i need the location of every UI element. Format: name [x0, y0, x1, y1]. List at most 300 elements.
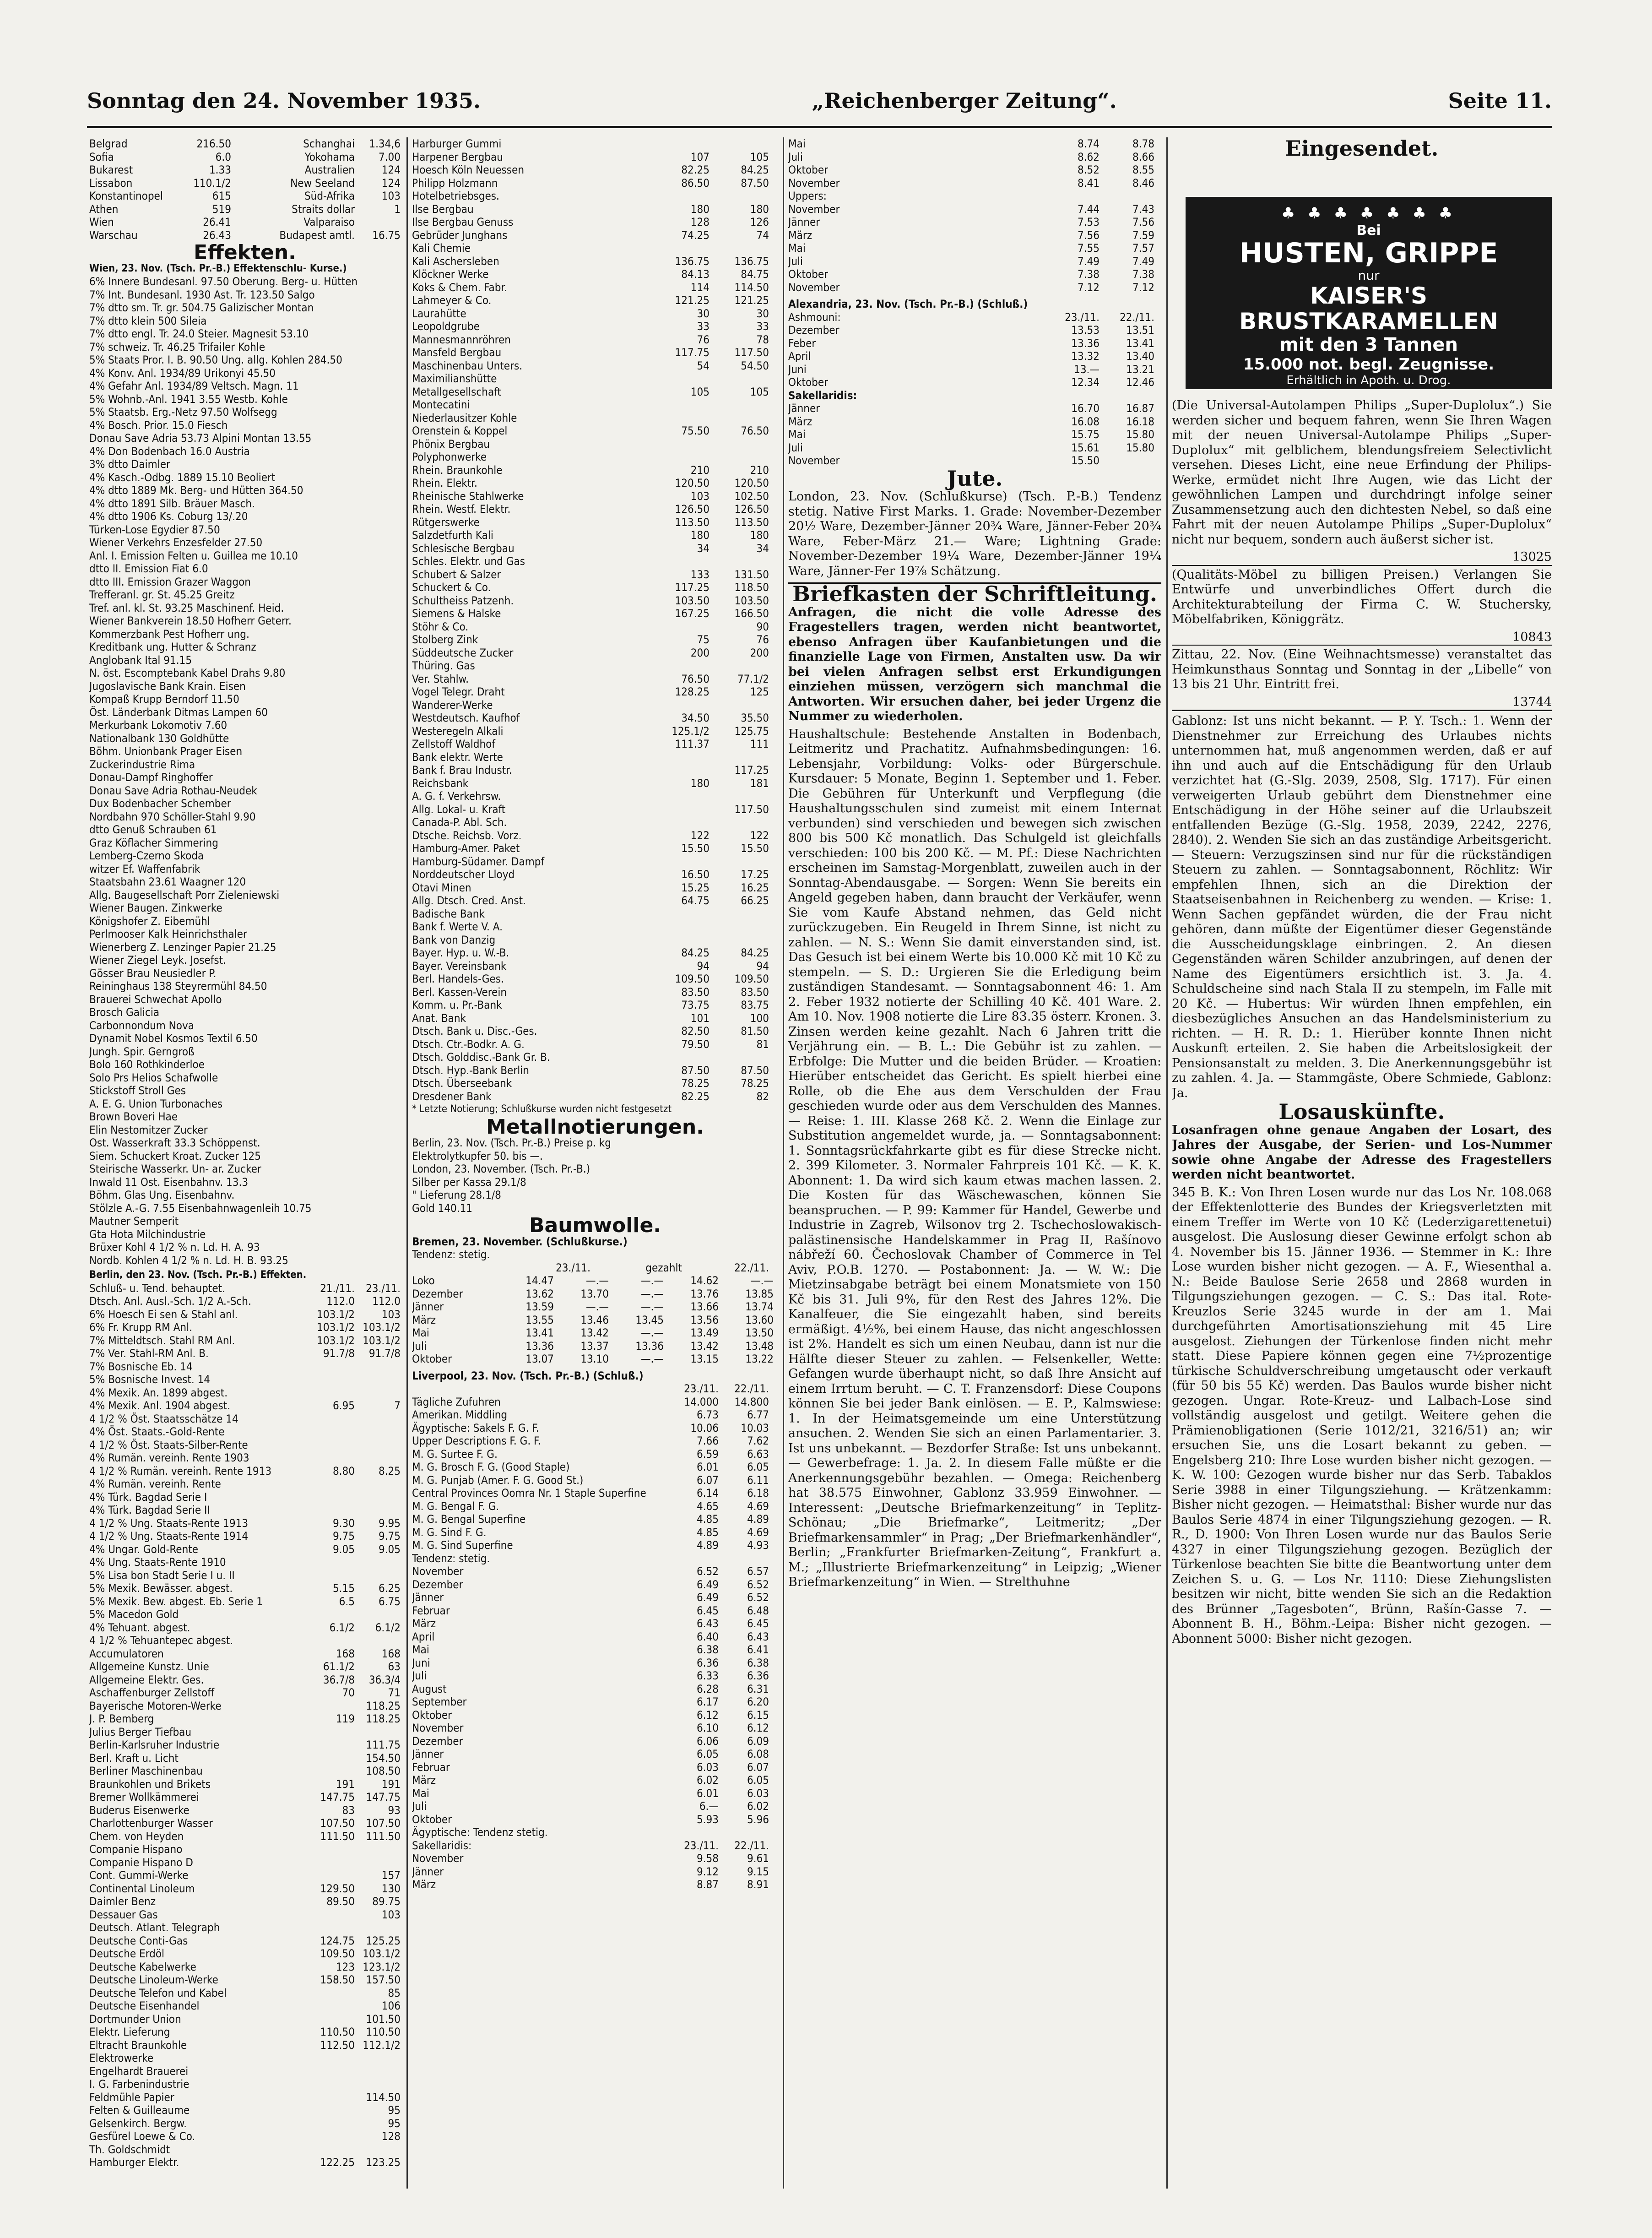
table-cell: 7	[394, 1399, 401, 1412]
table-cell	[650, 659, 710, 673]
table-cell	[309, 2117, 355, 2130]
table-cell: 109.50	[320, 1947, 355, 1960]
table-cell: 9.30	[332, 1516, 355, 1530]
table-row	[412, 333, 778, 347]
table-cell: Schultheiss Patzenh.	[412, 594, 514, 607]
table-cell: 107	[690, 150, 710, 163]
table-cell: Deutsche Kabelwerke	[89, 1960, 196, 1973]
table-row	[89, 2026, 401, 2039]
table-cell: Amerikan. Middling	[412, 1408, 508, 1421]
moebel-notice: (Qualitäts-Möbel zu billigen Preisen.) Verlangen Sie Entwürfe und unverbindliches Offert durch die Architekturabteilung der Firma C. W. Stuchersky, Möbelfabriken, Königgrätz.	[1172, 565, 1552, 627]
table-cell: 76	[697, 333, 710, 346]
table-cell: Deutsche Linoleum-Werke	[89, 1973, 218, 1986]
table-row	[412, 881, 778, 895]
table-cell: 128	[381, 2130, 401, 2143]
table-cell: Deutsche Eisenhandel	[89, 1999, 200, 2012]
list-item: 4% Konv. Anl. 1934/89 Urikonyi 45.50	[89, 366, 276, 380]
table-row	[89, 2130, 401, 2143]
table-cell: 180	[750, 202, 769, 216]
column-1	[89, 137, 401, 2189]
table-row	[412, 438, 778, 451]
table-cell: 12.34	[1071, 376, 1100, 389]
table-row	[89, 1399, 401, 1412]
table-cell: 6.05	[747, 1461, 769, 1473]
table-row	[412, 1487, 778, 1500]
aegypt-title: Ägyptische: Tendenz stetig.	[412, 1826, 548, 1839]
table-cell: 17.25	[741, 868, 769, 881]
table-cell: 112.1/2	[363, 2038, 401, 2052]
table-cell: Hoesch Köln Neuessen	[412, 163, 525, 176]
table-cell: 112.0	[326, 1295, 355, 1308]
table-cell	[710, 907, 769, 921]
table-cell: 89.50	[326, 1895, 355, 1908]
table-cell: Schubert & Salzer	[412, 568, 501, 581]
table-cell: 147.75	[320, 1791, 355, 1803]
table-cell: 13.—	[1074, 363, 1100, 376]
table-row	[412, 1604, 778, 1618]
table-row	[412, 1077, 778, 1090]
table-cell: 123.25	[366, 2156, 401, 2169]
table-row	[89, 1765, 401, 1778]
table-cell: 6.15	[747, 1708, 769, 1722]
table-cell: 34	[697, 542, 710, 555]
table-cell: 9.12	[696, 1865, 719, 1878]
table-row	[412, 1852, 778, 1865]
table-cell: 13.36	[525, 1339, 554, 1353]
table-cell	[355, 1569, 401, 1582]
table-cell: 83	[342, 1803, 355, 1817]
table-cell: Vogel Telegr. Draht	[412, 685, 505, 698]
table-cell: Ashmouni:	[788, 310, 841, 324]
table-row	[412, 1735, 778, 1748]
table-cell: Bayer. Hyp. u. W.-B.	[412, 946, 509, 959]
table-cell	[710, 751, 769, 764]
table-cell: Rheinische Stahlwerke	[412, 489, 524, 503]
table-cell: 117.50	[734, 803, 769, 816]
list-item: 4% Don Bodenbach 16.0 Austria	[89, 445, 250, 458]
tree-icons: ♣ ♣ ♣ ♣ ♣ ♣ ♣	[1281, 204, 1457, 223]
ad-line-5: mit den 3 Tannen	[1279, 334, 1458, 355]
table-row	[412, 920, 778, 934]
table-cell: 7.49	[1132, 255, 1154, 268]
metall-title: Metallnotierungen.	[486, 1115, 704, 1139]
table-cell	[309, 2130, 355, 2143]
table-row	[788, 402, 1161, 415]
table-cell: Koks & Chem. Fabr.	[412, 281, 507, 294]
sakel-table-2	[788, 402, 1161, 467]
table-row	[412, 1261, 778, 1275]
table-row	[412, 620, 778, 634]
table-cell: 7.12	[1077, 281, 1100, 294]
table-cell: 6.38	[747, 1656, 769, 1669]
table-cell: 5% Mexik. Bew. abgest. Eb. Serie 1	[89, 1595, 263, 1608]
table-cell: Bank f. Werte V. A.	[412, 920, 503, 933]
table-cell: 30	[756, 307, 769, 320]
table-cell: 5.93	[696, 1813, 719, 1826]
list-item: 4% dtto 1891 Silb. Bräuer Masch.	[89, 497, 255, 510]
table-cell: 4.89	[696, 1539, 719, 1552]
table-cell: 79.50	[681, 1038, 710, 1051]
table-cell: März	[412, 1774, 436, 1787]
table-cell	[355, 1921, 401, 1934]
table-cell: April	[412, 1630, 435, 1643]
table-cell: 110.50	[366, 2026, 401, 2038]
table-row	[89, 1700, 401, 1713]
table-cell: Chem. von Heyden	[89, 1830, 184, 1843]
table-cell: April	[788, 350, 811, 363]
table-cell: Schles. Elektr. und Gas	[412, 555, 525, 568]
header-rule	[87, 126, 1552, 128]
table-cell: 5% Bosnische Invest. 14	[89, 1373, 211, 1386]
table-row	[412, 1657, 778, 1670]
table-cell: 6.12	[696, 1708, 719, 1722]
table-row	[412, 451, 778, 464]
list-item: 4% dtto 1889 Mk. Berg- und Hütten 364.50	[89, 484, 303, 497]
table-row	[89, 2052, 401, 2065]
table-cell	[309, 2065, 355, 2078]
table-row	[89, 1908, 401, 1922]
table-cell	[355, 1425, 401, 1439]
table-cell: 7.38	[1132, 268, 1154, 281]
table-cell	[710, 699, 769, 712]
table-cell: Belgrad	[89, 137, 128, 150]
table-cell: 7.55	[1077, 242, 1100, 255]
list-item: Wiener Baugen. Zinkwerke	[89, 902, 222, 914]
table-row	[89, 1425, 401, 1439]
ad-line-4: KAISER'S BRUSTKARAMELLEN	[1239, 282, 1498, 335]
table-cell: Accumulatoren	[89, 1647, 164, 1660]
list-item: Wiener Verkehrs Enzesfelder 27.50	[89, 536, 263, 549]
table-cell: 157	[381, 1869, 401, 1882]
list-item: 7% dtto sm. Tr. gr. 504.75 Galizischer Montan	[89, 301, 314, 314]
table-row	[412, 1434, 778, 1448]
table-cell: Ilse Bergbau Genuss	[412, 216, 514, 228]
table-cell: Dtsch. Bank u. Disc.-Ges.	[412, 1025, 537, 1038]
list-item: Jungh. Spir. Gerngroß	[89, 1045, 195, 1058]
table-row	[412, 1683, 778, 1696]
table-cell: 4% Mexik. An. 1899 abgest.	[89, 1386, 228, 1399]
table-cell: 13.36	[1071, 337, 1100, 350]
table-cell	[710, 398, 769, 412]
table-cell: 110.50	[320, 2026, 355, 2038]
table-cell: Kali Chemie	[412, 242, 471, 255]
table-cell: M. G. Brosch F. G. (Good Staple)	[412, 1461, 570, 1473]
table-cell	[650, 620, 710, 634]
table-cell: Deutsche Erdöl	[89, 1947, 165, 1960]
table-cell	[650, 803, 710, 816]
table-cell: Dezember	[412, 1287, 463, 1300]
lose-title: Losauskünfte.	[1278, 1099, 1445, 1124]
table-cell: Schluß- u. Tend. behauptet.	[89, 1282, 225, 1295]
table-row	[412, 372, 778, 386]
table-row	[412, 1340, 778, 1353]
list-item: Gta Hota Milchindustrie	[89, 1228, 206, 1241]
table-cell: 125	[750, 685, 769, 698]
table-cell: Harburger Gummi	[412, 137, 502, 150]
table-row	[89, 163, 401, 177]
table-cell: 7.12	[1132, 281, 1154, 294]
ad-line-1: Bei	[1356, 223, 1381, 239]
table-cell: 76.50	[681, 672, 710, 685]
table-cell: 112.0	[372, 1295, 401, 1308]
table-cell	[309, 2143, 355, 2157]
table-cell: 6.1/2	[329, 1621, 355, 1634]
table-cell: Companie Hispano	[89, 1843, 183, 1856]
table-row	[89, 1791, 401, 1804]
table-cell: Deutsche Telefon und Kabel	[89, 1986, 227, 1999]
table-cell: März	[412, 1617, 436, 1630]
table-row	[788, 203, 1161, 216]
briefkasten-text: Haushaltschule: Bestehende Anstalten in Bodenbach, Leitmeritz und Prachatitz. Aufnahmsbedingungen: 16. Lebensjahr, Vorbildung: Volks- oder Bürgerschule. Kursdauer: 5 Monate, Beginn 1. September und 1. Feber. Die Gebühren für Unterkunft und Verpflegung (die Haushaltungsschulen sind zumeist mit einem Internat verbunden) sind verschieden und bewegen sich zwischen 800 bis 500 Kč monatlich. Das Schulgeld ist gleichfalls verschieden: 100 bis 200 Kč. — M. Pf.: Diese Nachrichten erscheinen im Samstag-Morgenblatt, zuweilen auch in der Sonntag-Abendausgabe. — Sorgen: Wenn Sie bereits ein Angeld gegeben haben, dann braucht der Verkäufer, wenn Sie vom Kaufe Abstand nehmen, das Geld nicht zurückzugeben. Ein Reugeld in Ihrem Sinne, ist nicht zu zahlen. — N. S.: Wenn Sie damit einverstanden sind, ist. Das Gesuch ist bei einem Werte bis 10.000 Kč mit 10 Kč zu stempeln. — S. D.: Urgieren Sie die Erledigung beim zuständigen Standesamt. — Sonntagsabonnent 46: 1. Am 2. Feber 1932 notierte der Schilling 40 Kč. 401 Ware. 2. Am 10. Nov. 1908 notierte die Lire 83.35 österr. Kronen. 3. Zinsen werden keine gezahlt. Nach 6 Jahren tritt die Verjährung ein. — B. L.: Die Gebühr ist zu zahlen. — Erbfolge: Die Mutter und die beiden Brüder. — Kroatien: Hierüber entscheidet das Gericht. Es spielt hierbei eine Rolle, ob die Ehe aus dem Verschulden der Frau geschieden wurde oder aus dem Verschulden des Mannes. — Reise: 1. III. Klasse 268 Kč. 2. Wenn die Einlage zur Substitution angemeldet wurde, ja. — Sonntagsabonnent: 1. Sonntagsrückfahrkarte gibt es für diese Strecke nicht. 2. 399 Kilometer. 3. Normaler Fahrpreis 101 Kč. — K. K. Abonnent: 1. Da wird sich kaum etwas machen lassen. 2. Die Kosten für das Wäschewaschen, können Sie beanspruchen. — P. 99: Kammer für Handel, Gewerbe und Industrie in Zagreb, Wilsonov trg 2. Tschechoslowakisch-palästinensische Handelskammer in Prag II, Rašínovo nábřeží 60. Čechoslovak Chamber of Commerce in Tel Aviv, P.O.B. 1270. — Postabonnent: Ja. — W. W.: Die Mietzinsabgabe beträgt bei einem Monatsmiete von 150 Kč bis 31. Juli 9%, für den Rest des Jahres 12%. Die Kanalfeuer, die Sie eingezahlt haben, sind bereits ermäßigt. 4½%, bei einem Hause, das nicht angeschlossen ist 2%. Handelt es sich um einen Neubau, dann ist nur die Hälfte dieser Steuer zu zahlen. — Felsenkeller, Wette: Gefangen wurde überhaupt nicht, so daß Ihre Ansicht auf einem Irrtum beruht. — C. T. Franzensdorf: Diese Coupons können Sie bei jeder Bank einlösen. — E. P., Kalmswiese: 1. In der Heimatsgemeinde um eine Unterstützung ansuchen. 2. Wenden Sie sich an einen Parlamentarier. 3. Ist uns unbekannt. — Bezdorfer Straße: Ist uns unbekannt. — Gewerbefrage: 1. Ja. 2. In diesem Falle müßte er die Anerkennungsgebühr bezahlen. — Omega: Reichenberg hat 38.575 Einwohner, Gablonz 33.959 Einwohner. — Interessent: „Deutsche Briefmarkenzeitung“ in Teplitz-Schönau; „Die Briefmarke“, Leitmeritz; „Der Briefmarkensammler“ in Prag; „Der Briefmarkenhändler“, Berlin; „Frankfurter Briefmarken-Zeitung“, Frankfurt a. M.; „Illustrierte Briefmarkenzeitung“ in Leipzig; „Wiener Briefmarkenzeitung“ in Wien. — Strelthuhne	[788, 727, 1161, 1589]
table-cell: 8.62	[1077, 150, 1100, 163]
table-cell: 6.10	[696, 1722, 719, 1734]
table-cell: Eltracht Braunkohle	[89, 2038, 187, 2052]
bremen-table	[412, 1261, 778, 1366]
table-cell: 6.07	[747, 1760, 769, 1774]
table-cell: 4% Mexik. Anl. 1904 abgest.	[89, 1399, 231, 1412]
table-row	[412, 777, 778, 790]
table-row	[412, 294, 778, 307]
table-cell: 4% Türk. Bagdad Serie I	[89, 1490, 207, 1504]
list-item: Ost. Wasserkraft 33.3 Schöppenst.	[89, 1136, 260, 1149]
table-row	[412, 816, 778, 829]
table-row	[412, 1878, 778, 1891]
table-row	[89, 1660, 401, 1673]
table-cell: Buderus Eisenwerke	[89, 1803, 190, 1817]
list-item: Trefferanl. gr. St. 45.25 Greitz	[89, 588, 235, 601]
table-cell	[309, 2052, 355, 2065]
table-cell: Schlesische Bergbau	[412, 542, 515, 555]
table-cell: Jänner	[412, 1300, 444, 1313]
table-cell: Hamburg-Südamer. Dampf	[412, 855, 545, 868]
table-row	[412, 307, 778, 320]
table-cell: 113.50	[734, 516, 769, 529]
list-item: Kompaß Krupp Berndorf 11.50	[89, 693, 239, 706]
table-cell: 7.57	[1132, 242, 1154, 255]
effekten-list	[89, 275, 401, 1267]
table-cell: Süddeutsche Zucker	[412, 646, 514, 659]
table-row	[788, 268, 1161, 281]
table-cell: 23./11.	[366, 1282, 401, 1295]
column-divider	[1166, 137, 1168, 2189]
list-item: Gösser Brau Neusiedler P.	[89, 967, 217, 980]
table-row	[788, 190, 1161, 203]
table-cell	[650, 934, 710, 947]
table-cell: Julius Berger Tiefbau	[89, 1725, 192, 1738]
table-row	[788, 350, 1161, 363]
liverpool-table	[412, 1382, 778, 1552]
table-cell: Dtsch. Golddisc.-Bank Gr. B.	[412, 1051, 550, 1064]
table-row	[412, 712, 778, 725]
table-cell: 6.73	[696, 1408, 719, 1421]
table-cell: 71	[388, 1686, 401, 1699]
table-cell: März	[788, 228, 812, 242]
table-cell: 124.75	[320, 1934, 355, 1947]
table-cell	[309, 1360, 355, 1374]
table-cell	[650, 751, 710, 764]
table-cell: 8.52	[1077, 163, 1100, 176]
table-cell: Juni	[412, 1656, 430, 1669]
table-row	[89, 1308, 401, 1321]
table-cell: 6.12	[747, 1722, 769, 1734]
table-cell: 6.40	[696, 1630, 719, 1643]
uppers-table	[788, 137, 1161, 294]
table-cell: 34.50	[681, 712, 710, 724]
table-cell: Juli	[412, 1669, 427, 1682]
table-row	[412, 1274, 778, 1287]
table-cell: 94	[756, 959, 769, 972]
table-cell: 87.50	[681, 1064, 710, 1077]
table-cell: Westdeutsch. Kaufhof	[412, 712, 520, 724]
table-cell: Hotelbetriebsges.	[412, 190, 499, 202]
table-cell	[355, 1726, 401, 1739]
table-cell: 54.50	[741, 359, 769, 372]
table-cell	[710, 934, 769, 947]
table-row	[412, 607, 778, 620]
table-cell: Berl. Handels-Ges.	[412, 972, 504, 985]
table-cell	[710, 190, 769, 203]
table-cell: 4% Rumän. vereinh. Rente 1903	[89, 1451, 249, 1464]
table-cell: 13.53	[1071, 324, 1100, 337]
table-cell: Polyphonwerke	[412, 451, 487, 463]
table-cell: 615	[212, 190, 231, 202]
list-item: N. öst. Escomptebank Kabel Drahs 9.80	[89, 667, 286, 679]
table-cell: 4% Tehuant. abgest.	[89, 1621, 190, 1634]
table-row	[412, 1722, 778, 1735]
list-item: 4% Kasch.-Odbg. 1889 15.10 Beoliert	[89, 471, 276, 484]
table-cell: 6.43	[747, 1630, 769, 1643]
table-row	[412, 255, 778, 268]
list-item: Reininghaus 138 Steyrermühl 84.50	[89, 980, 267, 993]
table-cell: Bank f. Brau Industr.	[412, 764, 512, 777]
table-row	[788, 363, 1161, 376]
table-cell: 13.60	[745, 1313, 774, 1326]
table-row	[89, 1608, 401, 1621]
table-row	[89, 1843, 401, 1856]
table-cell: 61.1/2	[323, 1660, 355, 1673]
table-cell: März	[412, 1313, 436, 1326]
table-cell: 13.32	[1071, 350, 1100, 363]
table-row	[412, 464, 778, 477]
table-cell: 6.5	[339, 1595, 355, 1608]
table-cell: 126	[750, 216, 769, 228]
table-cell: 105	[690, 385, 710, 398]
table-cell: Jänner	[412, 1748, 444, 1760]
table-row	[89, 216, 401, 229]
table-cell: 15.25	[681, 881, 710, 894]
table-cell: Dezember	[412, 1578, 463, 1591]
table-cell: 167.25	[675, 607, 710, 620]
table-cell: 6.01	[696, 1787, 719, 1800]
table-cell: 13.42	[580, 1326, 609, 1339]
table-cell: 89.75	[372, 1895, 401, 1908]
table-cell: 158.50	[320, 1973, 355, 1986]
table-cell: Valparaiso	[303, 216, 355, 228]
moebel-number: 10843	[1512, 630, 1552, 644]
table-row	[89, 1817, 401, 1830]
table-cell: 13.10	[580, 1353, 609, 1365]
table-cell: Loko	[412, 1274, 435, 1287]
table-cell: 6.28	[696, 1682, 719, 1695]
table-row	[89, 1804, 401, 1817]
table-row	[788, 337, 1161, 350]
table-row	[89, 137, 401, 151]
table-cell: 84.25	[741, 946, 769, 959]
table-cell: Elektr. Lieferung	[89, 2026, 170, 2038]
list-item: Stölzle A.-G. 7.55 Eisenbahnwagenleih 10.75	[89, 1201, 312, 1215]
table-cell: 13.56	[690, 1313, 719, 1326]
table-cell	[309, 1478, 355, 1491]
table-cell: 8.91	[747, 1878, 769, 1891]
table-cell: 519	[212, 202, 231, 216]
table-cell: November	[412, 1565, 464, 1578]
table-cell: 4.65	[696, 1499, 719, 1513]
table-row	[412, 568, 778, 581]
table-cell: 118.50	[734, 581, 769, 594]
table-row	[412, 790, 778, 803]
table-row	[89, 1360, 401, 1374]
table-row	[412, 359, 778, 373]
table-cell: Mai	[788, 428, 806, 441]
list-item: 7% Int. Bundesanl. 1930 Ast. Tr. 123.50 Salgo	[89, 288, 315, 301]
table-cell: 13.51	[1126, 324, 1154, 337]
table-row	[412, 490, 778, 503]
table-cell: Allgemeine Elektr. Ges.	[89, 1673, 204, 1686]
table-cell: Niederlausitzer Kohle	[412, 411, 517, 424]
table-cell: gezahlt	[645, 1261, 682, 1274]
header-date: Sonntag den 24. November 1935.	[87, 88, 481, 113]
table-cell: 114.50	[734, 281, 769, 294]
table-row	[89, 2039, 401, 2052]
table-row	[412, 477, 778, 490]
table-cell	[650, 920, 710, 934]
table-cell: 103.50	[734, 594, 769, 607]
table-row	[412, 999, 778, 1012]
list-item: Graz Köflacher Simmering	[89, 836, 218, 849]
table-cell: Dezember	[412, 1734, 463, 1748]
table-cell: 13.42	[690, 1339, 719, 1353]
table-row	[412, 1578, 778, 1592]
table-row	[412, 907, 778, 921]
table-cell: 6.52	[747, 1578, 769, 1591]
table-cell: 8.41	[1077, 176, 1100, 190]
table-cell: 23./11.	[1065, 310, 1100, 324]
list-item: Wiener Ziegel Leyk. Josefst.	[89, 954, 226, 967]
table-row	[788, 229, 1161, 242]
table-cell: 131.50	[734, 568, 769, 581]
table-cell: M. G. Punjab (Amer. F. G. Good St.)	[412, 1473, 584, 1487]
table-cell	[309, 1752, 355, 1765]
table-cell: 6.02	[747, 1800, 769, 1813]
list-item: Allg. Baugesellschaft Porr Zieleniewski	[89, 888, 280, 902]
table-cell: 166.50	[734, 607, 769, 620]
table-cell: 8.55	[1132, 163, 1154, 176]
list-item: 5% Staatsb. Erg.-Netz 97.50 Wolfsegg	[89, 406, 277, 418]
table-cell: Maschinenbau Unters.	[412, 359, 523, 372]
table-cell: 6.52	[747, 1591, 769, 1604]
table-cell: 6.06	[696, 1734, 719, 1748]
table-cell: 66.25	[741, 894, 769, 907]
alexandria-title: Alexandria, 23. Nov. (Tsch. Pr.-B.) (Schluß.)	[788, 298, 1028, 310]
table-cell: März	[788, 415, 812, 428]
table-cell: 7.62	[747, 1434, 769, 1447]
table-row	[89, 1504, 401, 1517]
table-cell: Rütgerswerke	[412, 516, 480, 529]
table-cell: 8.87	[696, 1878, 719, 1891]
table-cell: 36.3/4	[368, 1673, 401, 1686]
table-cell	[710, 790, 769, 803]
table-row	[412, 555, 778, 568]
